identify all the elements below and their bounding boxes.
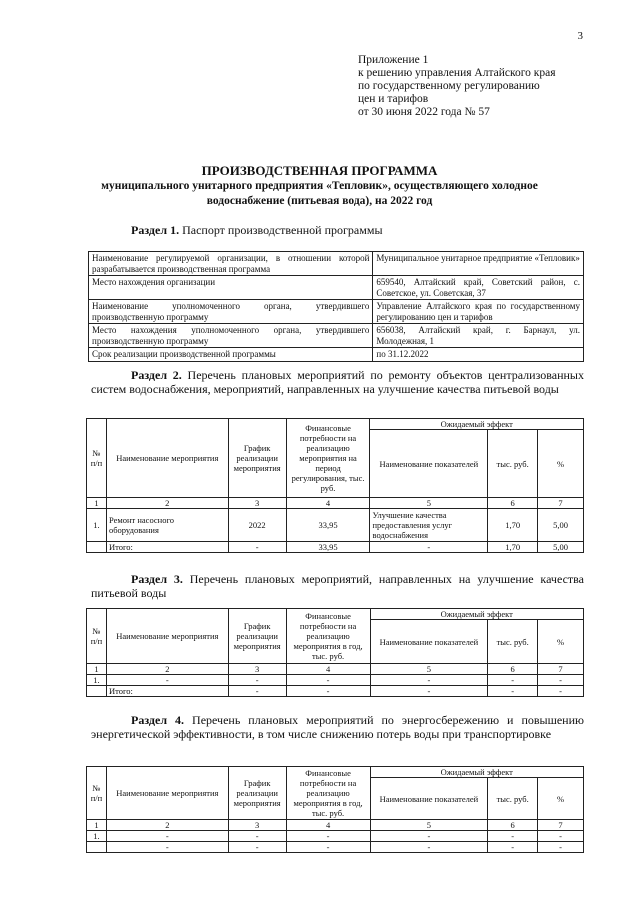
table-cell: - — [286, 686, 370, 697]
col-header: Наименование показателей — [370, 778, 488, 820]
table-cell: - — [286, 842, 370, 853]
col-header: Наименование мероприятия — [106, 609, 228, 664]
section-label: Раздел 3. — [131, 572, 183, 586]
table-cell: 5 — [370, 498, 488, 509]
section-3-table — [86, 608, 584, 697]
col-header: % — [538, 778, 584, 820]
table-cell: 1 — [87, 498, 107, 509]
table-cell: - — [538, 831, 584, 842]
table-cell: - — [488, 831, 538, 842]
table-cell — [87, 686, 107, 697]
table-cell: 1. — [87, 509, 107, 542]
appendix-line: по государственному регулированию — [358, 80, 540, 92]
table-cell: - — [370, 842, 488, 853]
section-text: Перечень плановых мероприятий по энергосбережению и повышению энергетической эффективности, в том числе снижению потерь воды при транспортировке — [91, 713, 584, 741]
table-cell: - — [228, 542, 286, 553]
section-label: Раздел 2. — [131, 368, 182, 382]
table-cell: - — [370, 686, 488, 697]
table-cell: Итого: — [106, 686, 228, 697]
table-row — [87, 498, 584, 509]
table-cell: 1 — [87, 820, 107, 831]
col-header: Финансовые потребности на реализацию мероприятия в год, тыс. руб. — [286, 609, 370, 664]
table-cell: 3 — [228, 820, 286, 831]
table-header-row — [87, 767, 584, 778]
table-row — [87, 509, 584, 542]
appendix-line: к решению управления Алтайского края — [358, 67, 556, 79]
passport-key: Наименование регулируемой организации, в отношении которой разрабатывается производственная программа — [89, 252, 373, 276]
table-cell: - — [370, 675, 488, 686]
col-header: График реализации мероприятия — [228, 609, 286, 664]
col-header: Финансовые потребности на реализацию мероприятия на период регулирования, тыс. руб. — [286, 419, 370, 498]
section-label: Раздел 1. — [131, 223, 180, 237]
col-header: Наименование мероприятия — [106, 419, 228, 498]
col-header: Ожидаемый эффект — [370, 419, 584, 430]
table-cell: 3 — [228, 664, 286, 675]
table-row — [89, 300, 584, 324]
document-title: ПРОИЗВОДСТВЕННАЯ ПРОГРАММА — [201, 163, 438, 178]
table-cell: 2 — [106, 664, 228, 675]
table-cell: - — [488, 686, 538, 697]
col-header: Наименование мероприятия — [106, 767, 228, 820]
section-text: Перечень плановых мероприятий по ремонту объектов централизованных систем водоснабжения, мероприятий, направленных на улучшение качества питьевой воды — [91, 368, 584, 396]
col-header: № п/п — [87, 419, 107, 498]
table-cell: 5 — [370, 664, 488, 675]
table-cell: 7 — [538, 498, 584, 509]
document-subtitle: водоснабжение (питьевая вода), на 2022 год — [206, 195, 433, 207]
table-cell: 4 — [286, 664, 370, 675]
col-header: Наименование показателей — [370, 620, 488, 664]
table-cell: 5,00 — [538, 542, 584, 553]
passport-value: Управление Алтайского края по государственному регулированию цен и тарифов — [373, 300, 584, 324]
table-cell: 1,70 — [488, 509, 538, 542]
section-1-heading — [131, 223, 383, 238]
table-row — [87, 831, 584, 842]
table-header-row — [87, 419, 584, 430]
col-header: Ожидаемый эффект — [370, 767, 583, 778]
table-cell: - — [228, 831, 286, 842]
passport-key: Место нахождения организации — [89, 276, 373, 300]
table-cell: - — [488, 675, 538, 686]
col-header: тыс. руб. — [488, 778, 538, 820]
table-cell: - — [538, 675, 584, 686]
table-row — [87, 820, 584, 831]
table-cell: 33,95 — [286, 509, 370, 542]
appendix-line: Приложение 1 — [358, 54, 429, 66]
section-4-table — [86, 766, 584, 853]
passport-value: по 31.12.2022 — [373, 348, 584, 362]
col-header: Наименование показателей — [370, 430, 488, 498]
table-cell: Улучшение качества предоставления услуг водоснабжения — [370, 509, 488, 542]
passport-value: Муниципальное унитарное предприятие «Тепловик» — [373, 252, 584, 276]
table-cell: 1. — [87, 675, 107, 686]
table-cell: - — [538, 842, 584, 853]
col-header: % — [538, 430, 584, 498]
table-cell: 2022 — [228, 509, 286, 542]
passport-value: 659540, Алтайский край, Советский район, с. Советское, ул. Советская, 37 — [373, 276, 584, 300]
page-number: 3 — [577, 30, 583, 42]
table-cell: 5,00 — [538, 509, 584, 542]
table-cell: 6 — [488, 498, 538, 509]
table-cell: 1. — [87, 831, 107, 842]
table-row — [87, 542, 584, 553]
table-cell: 7 — [538, 820, 584, 831]
col-header: Ожидаемый эффект — [370, 609, 583, 620]
table-cell: 3 — [228, 498, 286, 509]
table-cell: Ремонт насосного оборудования — [106, 509, 228, 542]
section-text: Перечень плановых мероприятий, направленных на улучшение качества питьевой воды — [91, 572, 584, 600]
section-2-table — [86, 418, 584, 553]
table-cell: Итого: — [106, 542, 228, 553]
table-cell: 6 — [488, 664, 538, 675]
table-row — [89, 276, 584, 300]
passport-table — [88, 251, 584, 362]
appendix-line: от 30 июня 2022 года № 57 — [358, 106, 490, 118]
table-cell: 1 — [87, 664, 107, 675]
section-label: Раздел 4. — [131, 713, 185, 727]
table-cell: 7 — [538, 664, 584, 675]
col-header: тыс. руб. — [488, 430, 538, 498]
passport-key: Место нахождения уполномоченного органа, утвердившего производственную программу — [89, 324, 373, 348]
table-cell: - — [106, 842, 228, 853]
table-row — [89, 348, 584, 362]
table-cell: - — [228, 686, 286, 697]
col-header: График реализации мероприятия — [228, 767, 286, 820]
table-cell — [87, 542, 107, 553]
table-cell: - — [228, 842, 286, 853]
table-cell: 6 — [488, 820, 538, 831]
table-cell: - — [488, 842, 538, 853]
col-header: Финансовые потребности на реализацию мероприятия в год, тыс. руб. — [286, 767, 370, 820]
appendix-block — [358, 54, 556, 119]
appendix-line: цен и тарифов — [358, 93, 429, 105]
table-cell: - — [106, 675, 228, 686]
table-row — [87, 664, 584, 675]
table-cell: 33,95 — [286, 542, 370, 553]
section-2-heading — [91, 368, 584, 396]
table-cell: 2 — [106, 498, 228, 509]
section-text: Паспорт производственной программы — [179, 223, 383, 237]
section-4-heading — [91, 713, 584, 741]
table-cell: - — [370, 831, 488, 842]
table-cell: 5 — [370, 820, 488, 831]
table-row — [89, 252, 584, 276]
table-cell: - — [228, 675, 286, 686]
table-cell: 1,70 — [488, 542, 538, 553]
passport-key: Срок реализации производственной программы — [89, 348, 373, 362]
table-row — [87, 842, 584, 853]
table-cell: 4 — [286, 820, 370, 831]
passport-key: Наименование уполномоченного органа, утвердившего производственную программу — [89, 300, 373, 324]
col-header: График реализации мероприятия — [228, 419, 286, 498]
passport-value: 656038, Алтайский край, г. Барнаул, ул. Молодежная, 1 — [373, 324, 584, 348]
table-cell: - — [538, 686, 584, 697]
table-cell — [87, 842, 107, 853]
table-cell: - — [370, 542, 488, 553]
table-row — [87, 675, 584, 686]
col-header: № п/п — [87, 767, 107, 820]
table-header-row — [87, 609, 584, 620]
col-header: № п/п — [87, 609, 107, 664]
document-subtitle: муниципального унитарного предприятия «Тепловик», осуществляющего холодное — [101, 180, 538, 192]
table-cell: - — [106, 831, 228, 842]
col-header: тыс. руб. — [488, 620, 538, 664]
table-cell: - — [286, 831, 370, 842]
table-cell: - — [286, 675, 370, 686]
col-header: % — [538, 620, 584, 664]
table-cell: 4 — [286, 498, 370, 509]
section-3-heading — [91, 572, 584, 600]
table-cell: 2 — [106, 820, 228, 831]
table-row — [87, 686, 584, 697]
table-row — [89, 324, 584, 348]
